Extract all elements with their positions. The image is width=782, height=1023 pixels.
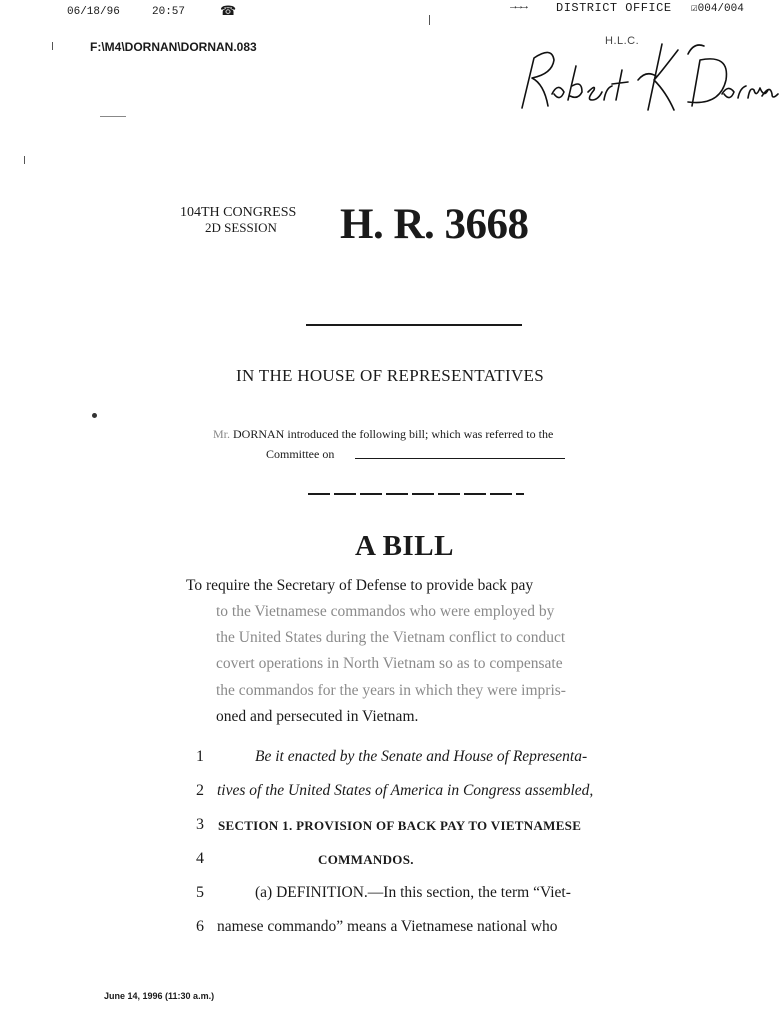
fax-office: DISTRICT OFFICE	[556, 1, 672, 15]
committee-label: Committee on	[266, 447, 335, 461]
section-heading-continued: COMMANDOS.	[318, 852, 414, 867]
title-line: oned and persecuted in Vietnam.	[216, 708, 419, 725]
line-number: 6	[196, 918, 204, 935]
enacting-clause-line: tives of the United States of America in Congress assembled,	[217, 782, 594, 799]
subsection-prefix: (a)	[255, 884, 277, 901]
footer-date: June 14, 1996 (11:30 a.m.)	[104, 991, 215, 1001]
introduction-line	[213, 427, 553, 442]
scan-mark	[92, 413, 97, 418]
divider-rule-dashed	[308, 493, 524, 495]
subsection-text: .—In this section, the term “Viet-	[363, 884, 571, 901]
line-number: 3	[196, 816, 204, 833]
line-number: 1	[196, 748, 204, 765]
scan-mark	[52, 42, 53, 50]
fax-time: 20:57	[152, 6, 186, 18]
title-line: the United States during the Vietnam conflict to conduct	[216, 629, 566, 646]
committee-blank-line	[355, 458, 565, 459]
introduction-mr: Mr.	[213, 427, 231, 441]
title-line: covert operations in North Vietnam so as to compensate	[216, 655, 563, 672]
title-line: To require the Secretary of Defense to provide back pay	[186, 577, 534, 594]
line-number: 2	[196, 782, 204, 799]
congress-label: 104TH CONGRESS	[180, 205, 297, 220]
fax-arrows: →→→	[510, 1, 527, 13]
session-label: 2D SESSION	[205, 220, 277, 235]
section-heading: SECTION 1. PROVISION OF BACK PAY TO VIETNAMESE	[218, 818, 582, 833]
fax-date: 06/18/96	[67, 6, 120, 18]
file-path: F:\M4\DORNAN\DORNAN.083	[90, 40, 257, 54]
sponsor-name: DORNAN	[233, 427, 285, 441]
divider-rule	[306, 324, 522, 326]
title-line: to the Vietnamese commandos who were employed by	[216, 603, 555, 620]
subsection-heading: DEFINITION	[276, 884, 364, 901]
line-number: 5	[196, 884, 204, 901]
signature-image	[508, 40, 780, 120]
bill-number: H. R. 3668	[340, 201, 529, 248]
phone-icon: ☎	[220, 3, 237, 18]
house-heading: IN THE HOUSE OF REPRESENTATIVES	[236, 366, 544, 385]
subsection-line	[255, 884, 571, 902]
introduction-text: introduced the following bill; which was referred to the	[287, 427, 554, 441]
scan-mark	[100, 116, 126, 117]
line-number: 4	[196, 850, 204, 867]
fax-page-number: ☑004/004	[691, 3, 744, 15]
document-type-heading: A BILL	[355, 530, 454, 562]
scan-mark	[24, 156, 25, 164]
enacting-clause-line: Be it enacted by the Senate and House of Representa-	[255, 748, 588, 765]
title-line: the commandos for the years in which they were impris-	[216, 682, 566, 699]
fax-page-text: 004/004	[697, 3, 744, 15]
body-text-line: namese commando” means a Vietnamese national who	[217, 918, 558, 935]
scan-mark	[429, 15, 430, 25]
hlc-label: H.L.C.	[605, 35, 640, 47]
